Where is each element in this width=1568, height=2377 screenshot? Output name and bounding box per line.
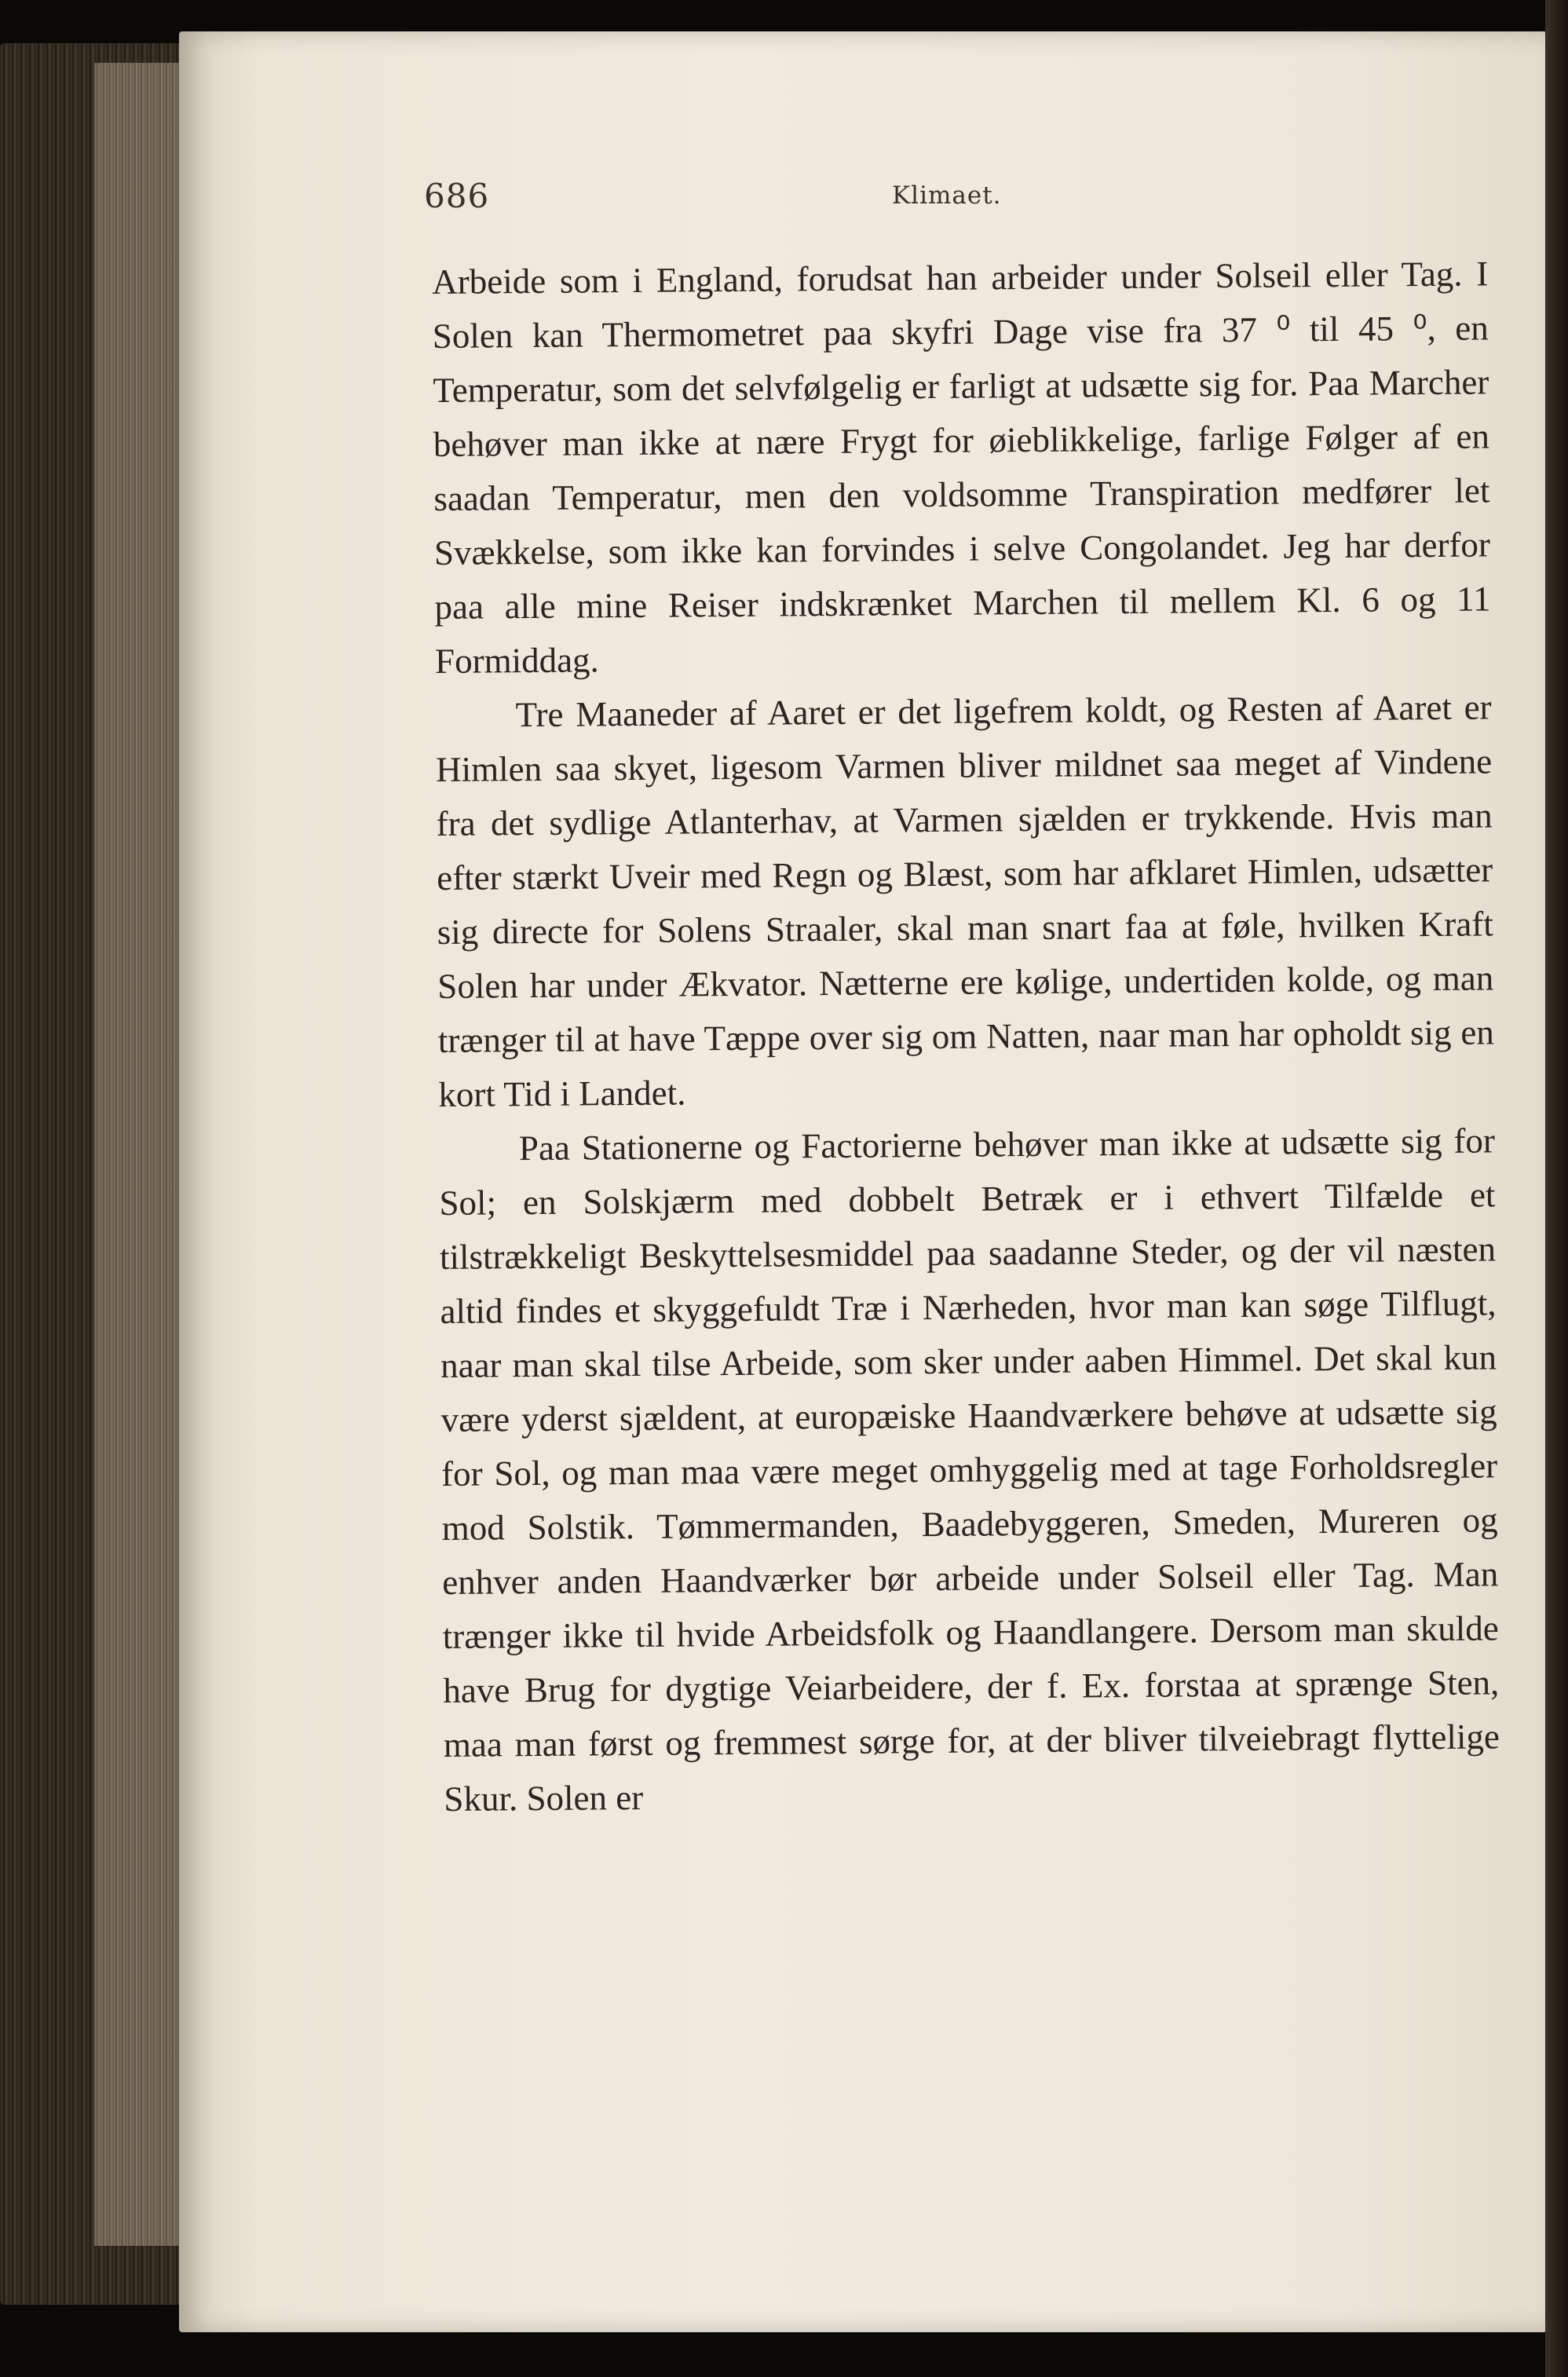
paragraph-3: Paa Stationerne og Factorierne behøver man ikke at udsætte sig for Sol; en Solskjærm med dobbelt Betræk er i ethvert Tilfælde et tilstrækkeligt Beskyttelsesmiddel paa saadanne Steder, og der vil næsten altid findes et skyggefuldt Træ i Nærheden, hvor man kan søge Tilflugt, naar man skal tilse Arbeide, som sker under aaben Himmel. Det skal kun være yderst sjældent, at europæiske Haandværkere behøve at udsætte sig for Sol, og man maa være meget omhyggelig med at tage Forholdsregler mod Solstik. Tømmermanden, Baadebyggeren, Smeden, Mureren og enhver anden Haandværker bør arbeide under Solseil eller Tag. Man trænger ikke til hvide Arbeidsfolk og Haandlangere. Dersom man skulde have Brug for dygtige Veiarbeidere, der f. Ex. forstaa at sprænge Sten, maa man først og fremmest sørge for, at der bliver tilveiebragt flyttelige Skur. Solen er [439,1121,1500,1819]
paragraph-1: Arbeide som i England, forudsat han arbeider under Solseil eller Tag. I Solen kan Thermometret paa skyfri Dage vise fra 37 ⁰ til 45 ⁰, en Temperatur, som det selvfølgelig er farligt at udsætte sig for. Paa Marcher behøver man ikke at nære Frygt for øieblikkelige, farlige Følger af en saadan Temperatur, men den voldsomme Transpiration medfører let Svækkelse, som ikke kan forvindes i selve Congolandet. Jeg har derfor paa alle mine Reiser indskrænket Marchen til mellem Kl. 6 og 11 Formiddag. [432,254,1491,681]
binding-edge [1545,0,1568,2377]
body-text [432,247,1500,1827]
paragraph-2: Tre Maaneder af Aaret er det ligefrem koldt, og Resten af Aaret er Himlen saa skyet, ligesom Varmen bliver mildnet saa meget af Vindene fra det sydlige Atlanterhav, at Varmen sjælden er trykkende. Hvis man efter stærkt Uveir med Regn og Blæst, som har afklaret Himlen, udsætter sig directe for Solens Straaler, skal man snart faa at føle, hvilken Kraft Solen har under Ækvator. Nætterne ere kølige, undertiden kolde, og man trænger til at have Tæppe over sig om Natten, naar man har opholdt sig en kort Tid i Landet. [435,687,1495,1114]
running-title: Klimaet. [892,181,1002,210]
page-header [424,177,1508,224]
page-number: 686 [424,177,490,215]
